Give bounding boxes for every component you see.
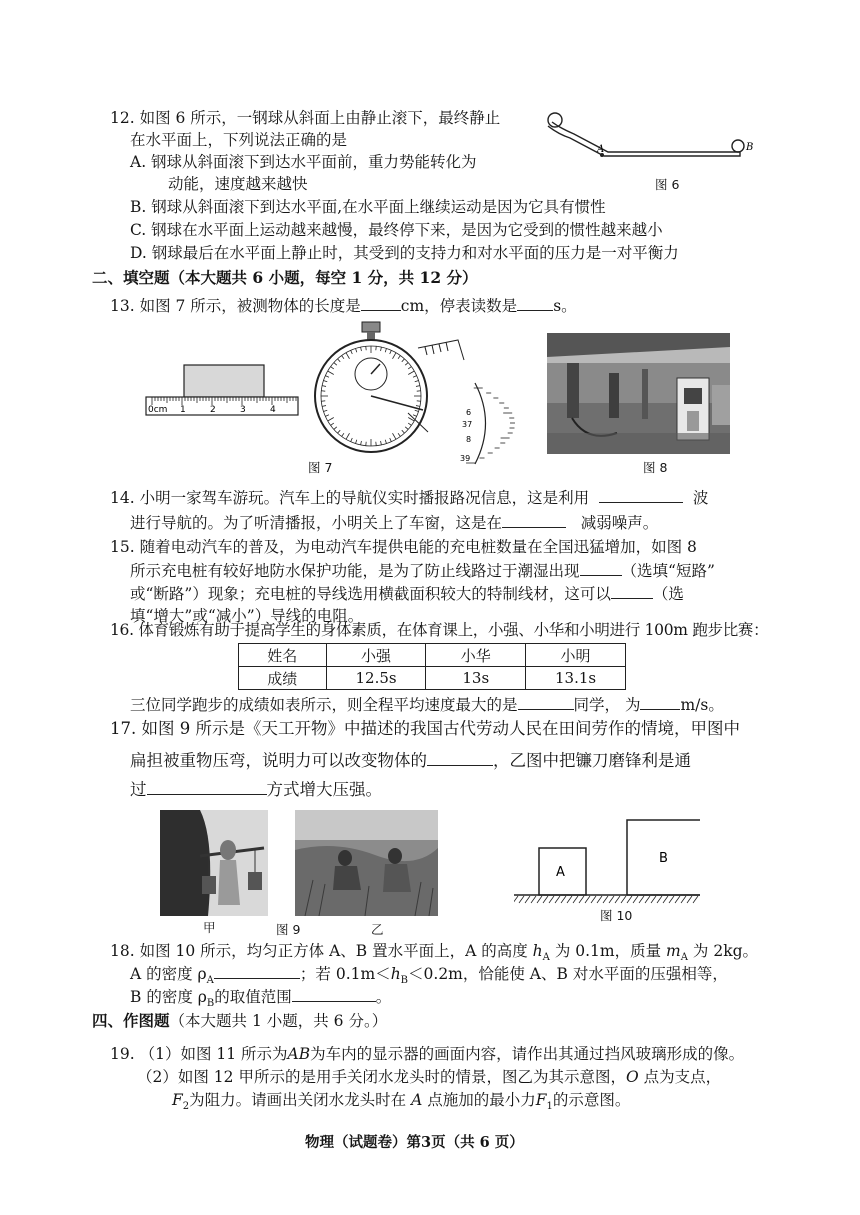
q13-blank-time[interactable] [517,294,553,311]
q15-line4: 填“增大”或“减小”）导线的电阻。 [130,607,364,625]
figure-6-incline [540,108,770,168]
table-row [239,667,626,690]
table-row [239,644,626,667]
section-4-title: 四、作图题 [92,1011,170,1030]
q12-option-a-line1: A. 钢球从斜面滚下到达水平面前，重力势能转化为 [130,153,477,171]
ball-b [732,140,744,152]
label-b: B [746,142,754,153]
figure-7 [140,318,520,468]
measured-object [184,365,264,397]
figure-10-blocks [514,815,700,905]
q12-option-a-line2: 动能，速度越来越快 [168,175,308,193]
page-footer: 物理（试题卷）第3页（共 6 页） [305,1134,524,1151]
q14-blank-wave[interactable] [599,486,683,503]
q14-part3: 进行导航的。为了听清播报，小明关上了车窗，这是在 [130,514,503,532]
block-a-label: A [556,865,565,880]
q17-part3a: 过 [130,780,147,799]
stopwatch-stem [367,332,375,340]
figure-8-charging-station-photo [547,333,730,454]
q13-blank-length[interactable] [361,294,401,311]
q17-line2 [130,749,691,772]
q14-line2 [130,511,658,534]
q16-part2c: m/s。 [680,696,724,714]
watch-label-39: 39 [460,454,471,463]
q17-blank-shape[interactable] [427,749,493,766]
section-4-note: （本大题共 1 小题，共 6 分。） [169,1012,388,1030]
q18-line2: A 的密度 $\rho_A$ ；若 $0.1m<h_B<0.2m$，恰能使 A、B 对水平面的压强相等， [130,962,728,992]
figure-6-caption: 图 6 [655,177,680,192]
figure-9-label-yi: 乙 [371,922,384,937]
ruler-label-3: 3 [240,405,246,415]
q16-part2b: 同学， 为 [573,696,641,714]
q18-line1: 18. 如图 10 所示，均匀正方体 A、B 置水平面上，A 的高度 $h_A$ 为 0.1m，质量 $m_A$ 为 2kg。 [110,942,759,964]
table-header-name: 姓名 [239,644,327,667]
q12-line1: 12. 如图 6 所示，一钢球从斜面上由静止滚下，最终静止 [110,109,501,127]
q16-line1: 16. 体育锻炼有助于提高学生的身体素质，在体育课上，小强、小华和小明进行 100m 跑步比赛： [110,621,769,639]
table-cell-xiaoming: 13.1s [526,667,626,690]
table-cell-xiaohua: 13s [426,667,526,690]
stopwatch-crown [362,322,380,332]
q13-text [110,294,577,317]
q13-part2: cm，停表读数是 [400,297,518,315]
q15-blank-circuit[interactable] [580,559,622,576]
q13-part1: 13. 如图 7 所示，被测物体的长度是 [110,297,361,315]
q14-blank-noise[interactable] [502,511,566,528]
q17-part3b: 方式增大压强。 [266,780,382,799]
label-a: A [597,144,605,155]
table-header-xiaoqiang: 小强 [326,644,426,667]
watch-label-6: 6 [466,408,472,417]
table-cell-xiaoqiang: 12.5s [326,667,426,690]
figure-9-harvest-image [295,810,438,916]
q18-blank-density-a[interactable] [214,962,300,979]
q12-option-b: B. 钢球从斜面滚下到达水平面,在水平面上继续运动是因为它具有惯性 [130,198,606,216]
figure-9-label-jia: 甲 [203,920,216,935]
table-header-xiaohua: 小华 [426,644,526,667]
q19-line3: $F_2$为阻力。请画出关闭水龙头时在 A 点施加的最小力$F_1$的示意图。 [172,1091,631,1113]
q13-part3: s。 [553,297,577,315]
q18-blank-density-b[interactable] [292,985,376,1002]
q15-line2 [130,559,715,582]
ruler-label-2: 2 [210,405,216,415]
q16-line2 [130,693,724,716]
watch-label-8: 8 [466,435,472,444]
q15-part3b: （选 [652,585,684,603]
q17-blank-method[interactable] [147,778,267,795]
q15-blank-resistance[interactable] [611,582,653,599]
q17-part2b: ，乙图中把镰刀磨锋利是通 [493,751,691,770]
figure-9-caption: 图 9 [276,922,301,937]
watch-label-37: 37 [462,420,473,429]
q17-line1: 17. 如图 9 所示是《天工开物》中描述的我国古代劳动人民在田间劳作的情境，甲图中 [110,719,740,738]
ground-hatch [514,896,698,903]
incline-track [548,122,740,156]
q16-blank-student[interactable] [518,693,574,710]
table-cell-score-label: 成绩 [239,667,327,690]
magnified-second-scale [475,383,486,464]
section-2-heading: 二、填空题（本大题共 6 小题，每空 1 分，共 12 分） [92,268,478,287]
q18-line3: B 的密度 $\rho_B$的取值范围 。 [130,985,391,1015]
q17-part2a: 扁担被重物压弯，说明力可以改变物体的 [130,751,427,770]
section-4-heading [92,1010,387,1032]
ruler-label-0: 0cm [148,405,168,415]
figure-8-caption: 图 8 [643,460,668,475]
q16-score-table [238,643,626,690]
table-header-xiaoming: 小明 [526,644,626,667]
q17-line3 [130,778,382,801]
q15-part3a: 或“断路”）现象；充电桩的导线选用横截面积较大的特制线材，这可以 [130,585,611,603]
q16-part2a: 三位同学跑步的成绩如表所示，则全程平均速度最大的是 [130,696,518,714]
q15-part2b: （选填“短路” [621,562,715,580]
figure-9-carrying-pole-image [160,810,268,916]
q15-part2a: 所示充电桩有较好地防水保护功能，是为了防止线路过于潮湿出现 [130,562,580,580]
q14-part4: 减弱噪声。 [580,514,659,532]
q14-line1 [110,486,708,509]
q14-part2: 波 [692,489,709,507]
q14-part1: 14. 小明一家驾车游玩。汽车上的导航仪实时播报路况信息，这是利用 [110,489,590,507]
q12-line2: 在水平面上，下列说法正确的是 [130,131,348,149]
q15-line3 [130,582,684,605]
figure-10-caption: 图 10 [600,908,633,923]
ruler-label-4: 4 [270,405,276,415]
q19-line2: （2）如图 12 甲所示的是用手关闭水龙头时的情景，图乙为其示意图，O 点为支点， [137,1068,722,1086]
block-b-label: B [659,851,668,866]
ruler-label-1: 1 [180,405,186,415]
q15-line1: 15. 随着电动汽车的普及，为电动汽车提供电能的充电桩数量在全国迅猛增加，如图 8 [110,538,697,556]
q12-option-c: C. 钢球在水平面上运动越来越慢，最终停下来，是因为它受到的惯性越来越小 [130,221,663,239]
q16-blank-speed[interactable] [640,693,680,710]
figure-7-caption: 图 7 [308,460,333,475]
q12-option-d: D. 钢球最后在水平面上静止时，其受到的支持力和对水平面的压力是一对平衡力 [130,244,679,262]
q19-line1: 19. （1）如图 11 所示为AB为车内的显示器的画面内容，请作出其通过挡风玻璃形成的像。 [110,1045,745,1063]
